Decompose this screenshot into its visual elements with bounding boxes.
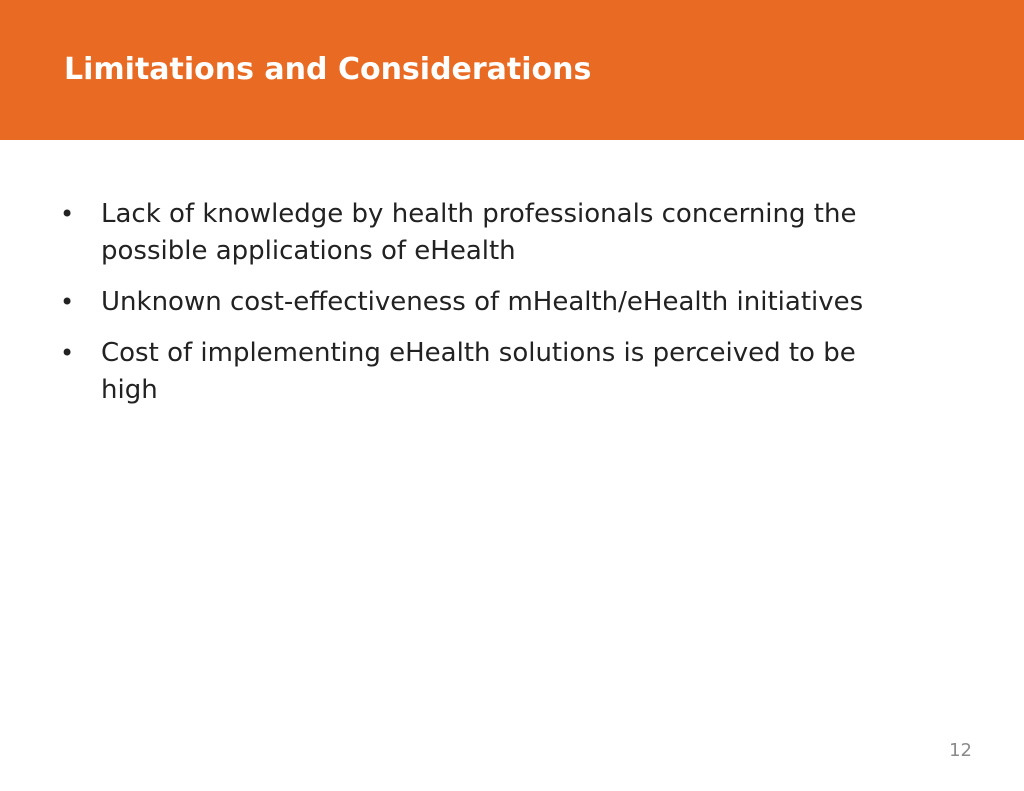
bullet-list <box>60 196 900 423</box>
page-number: 12 <box>949 740 972 761</box>
header-band <box>0 0 1024 140</box>
bullet-item <box>60 284 900 321</box>
bullet-text: Unknown cost-effectiveness of mHealth/eHealth initiatives <box>101 287 864 317</box>
bullet-dot-icon: • <box>60 339 75 367</box>
slide-title: Limitations and Considerations <box>64 52 592 87</box>
bullet-item <box>60 196 900 270</box>
bullet-text: Lack of knowledge by health professionals concerning the possible applications of eHealth <box>101 199 857 266</box>
bullet-text: Cost of implementing eHealth solutions is perceived to be high <box>101 338 856 405</box>
bullet-item <box>60 335 900 409</box>
bullet-dot-icon: • <box>60 200 75 228</box>
bullet-dot-icon: • <box>60 288 75 316</box>
